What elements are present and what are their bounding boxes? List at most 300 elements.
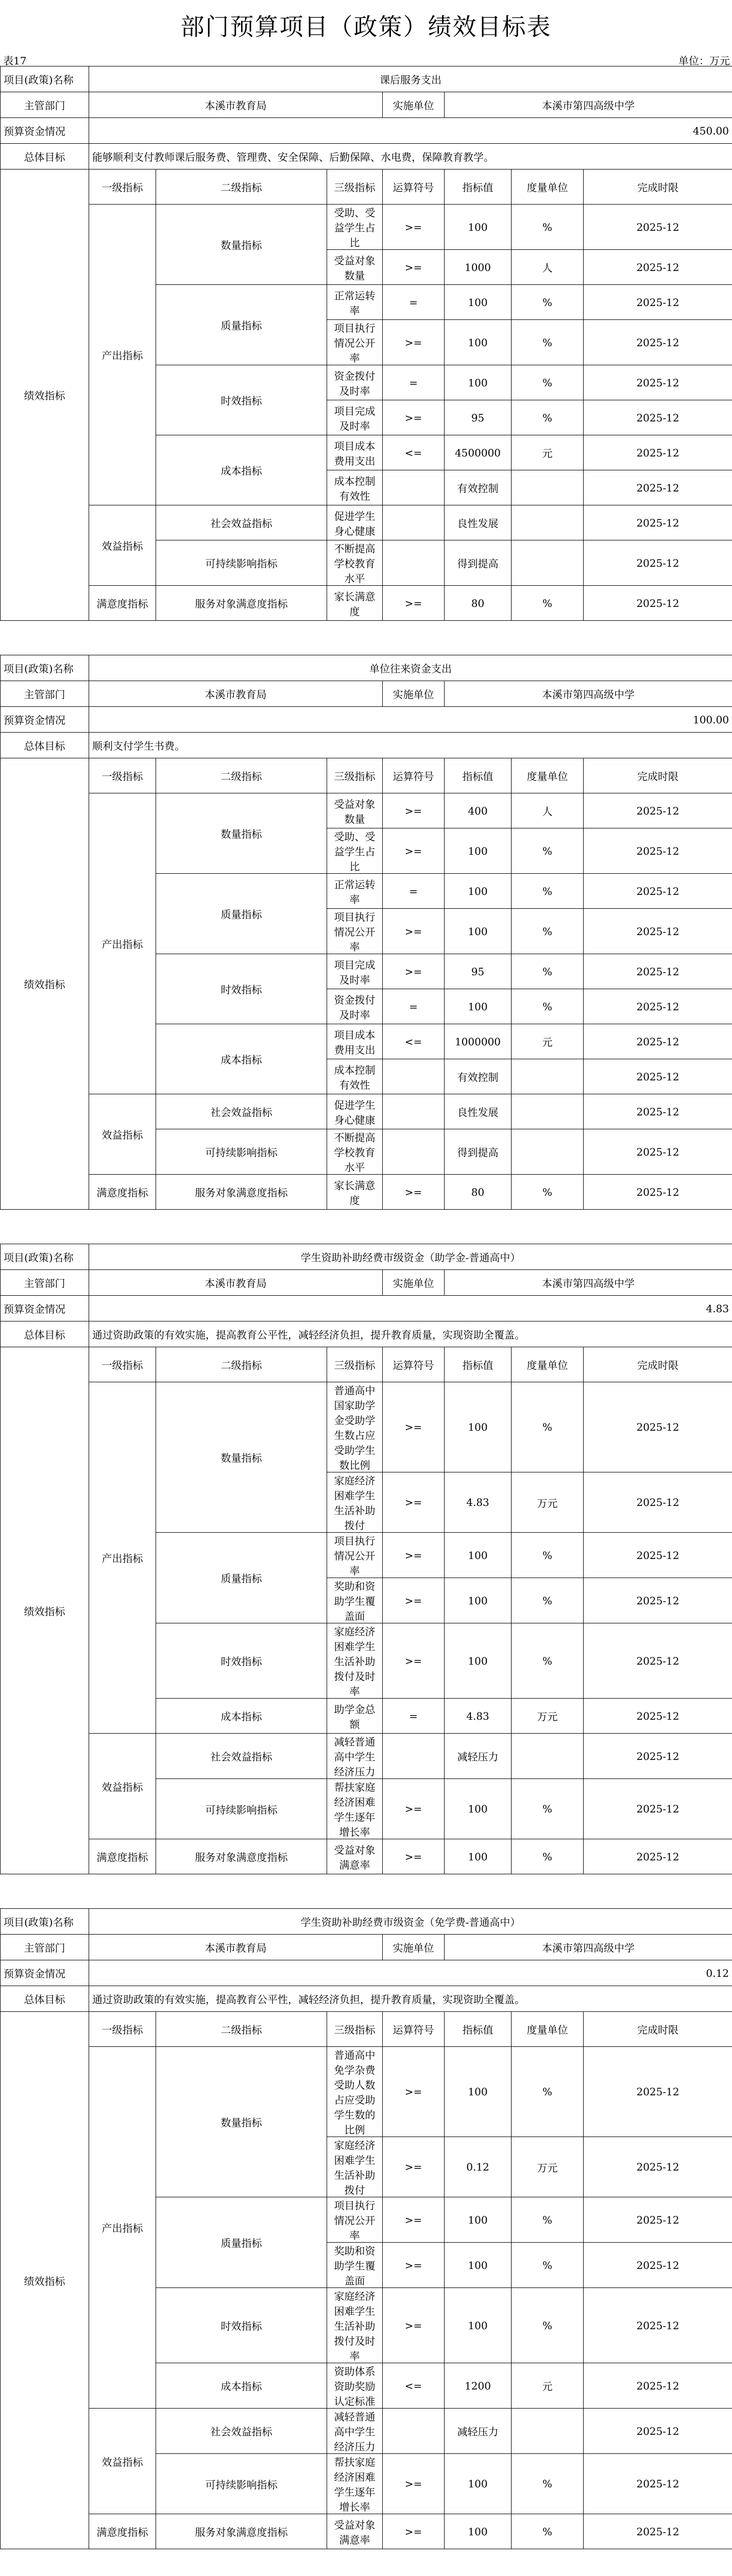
level2-indicator: 社会效益指标 bbox=[156, 1094, 327, 1129]
level2-indicator: 可持续影响指标 bbox=[156, 540, 327, 586]
level3-indicator: 家庭经济困难学生生活补助拨付 bbox=[327, 1472, 383, 1533]
header-level1: 一级指标 bbox=[89, 2012, 156, 2047]
header-level1: 一级指标 bbox=[89, 170, 156, 205]
header-level3: 三级指标 bbox=[327, 1347, 383, 1382]
measure-unit: 万元 bbox=[512, 1699, 584, 1734]
deadline: 2025-12 bbox=[584, 1024, 732, 1059]
operator-symbol: >= bbox=[383, 2137, 445, 2197]
performance-table bbox=[0, 655, 732, 1210]
level1-indicator: 满意度指标 bbox=[89, 586, 156, 621]
overall-goal-row bbox=[1, 144, 732, 170]
level1-indicator: 满意度指标 bbox=[89, 2514, 156, 2549]
indicator-row bbox=[1, 2409, 732, 2454]
indicator-row bbox=[1, 793, 732, 828]
overall-goal-row bbox=[1, 1321, 732, 1347]
header-deadline: 完成时限 bbox=[584, 758, 732, 793]
header-unit: 度量单位 bbox=[512, 2012, 584, 2047]
table-number: 表17 bbox=[3, 55, 27, 67]
operator-symbol: >= bbox=[383, 2047, 445, 2137]
level2-indicator: 成本指标 bbox=[156, 2363, 327, 2409]
performance-indicators-label: 绩效指标 bbox=[1, 758, 89, 1210]
project-name-value: 学生资助补助经费市级资金（助学金-普通高中） bbox=[89, 1244, 732, 1270]
level3-indicator: 项目执行情况公开率 bbox=[327, 1533, 383, 1578]
indicator-value: 100 bbox=[445, 1779, 512, 1839]
level3-indicator: 受助、受益学生占比 bbox=[327, 828, 383, 874]
indicator-value: 100 bbox=[445, 2197, 512, 2243]
level2-indicator: 质量指标 bbox=[156, 285, 327, 365]
operator-symbol bbox=[383, 470, 445, 505]
operator-symbol: >= bbox=[383, 250, 445, 285]
level3-indicator: 项目执行情况公开率 bbox=[327, 320, 383, 365]
project-name-row bbox=[1, 1909, 732, 1935]
operator-symbol: = bbox=[383, 874, 445, 909]
header-level3: 三级指标 bbox=[327, 2012, 383, 2047]
level2-indicator: 社会效益指标 bbox=[156, 2409, 327, 2454]
level2-indicator: 可持续影响指标 bbox=[156, 2454, 327, 2514]
indicator-row bbox=[1, 586, 732, 621]
deadline: 2025-12 bbox=[584, 1623, 732, 1699]
level3-indicator: 资助体系资助奖励认定标准 bbox=[327, 2363, 383, 2409]
deadline: 2025-12 bbox=[584, 505, 732, 540]
project-name-label: 项目(政策)名称 bbox=[1, 66, 89, 92]
measure-unit: 万元 bbox=[512, 1472, 584, 1533]
measure-unit: 万元 bbox=[512, 2137, 584, 2197]
level3-indicator: 普通高中免学杂费受助人数占应受助学生数的比例 bbox=[327, 2047, 383, 2137]
performance-indicators-label: 绩效指标 bbox=[1, 2012, 89, 2549]
project-name-value: 单位往来资金支出 bbox=[89, 655, 732, 681]
level3-indicator: 普通高中国家助学金受助学生数占应受助学生数比例 bbox=[327, 1382, 383, 1472]
level1-indicator: 效益指标 bbox=[89, 1734, 156, 1839]
indicator-value: 100 bbox=[445, 1839, 512, 1874]
indicator-value: 100 bbox=[445, 320, 512, 365]
overall-goal-label: 总体目标 bbox=[1, 144, 89, 170]
indicator-value: 0.12 bbox=[445, 2137, 512, 2197]
deadline: 2025-12 bbox=[584, 1779, 732, 1839]
measure-unit: % bbox=[512, 1533, 584, 1578]
indicator-row bbox=[1, 1175, 732, 1210]
measure-unit: % bbox=[512, 2243, 584, 2288]
measure-unit: % bbox=[512, 1779, 584, 1839]
operator-symbol bbox=[383, 1059, 445, 1094]
tables-container bbox=[0, 66, 732, 2576]
budget-value: 4.83 bbox=[89, 1296, 732, 1321]
deadline: 2025-12 bbox=[584, 400, 732, 435]
level3-indicator: 助学金总额 bbox=[327, 1699, 383, 1734]
measure-unit: % bbox=[512, 954, 584, 989]
implementing-unit-value: 本溪市第四高级中学 bbox=[445, 1935, 732, 1960]
department-row bbox=[1, 92, 732, 118]
measure-unit bbox=[512, 540, 584, 586]
level3-indicator: 受益对象满意率 bbox=[327, 2514, 383, 2549]
operator-symbol: <= bbox=[383, 435, 445, 470]
level2-indicator: 质量指标 bbox=[156, 1533, 327, 1623]
level1-indicator: 产出指标 bbox=[89, 205, 156, 505]
level2-indicator: 社会效益指标 bbox=[156, 1734, 327, 1779]
deadline: 2025-12 bbox=[584, 2454, 732, 2514]
project-name-row bbox=[1, 1244, 732, 1270]
indicator-value: 80 bbox=[445, 1175, 512, 1210]
level3-indicator: 减轻普通高中学生经济压力 bbox=[327, 1734, 383, 1779]
department-row bbox=[1, 1270, 732, 1296]
header-value: 指标值 bbox=[445, 2012, 512, 2047]
implementing-unit-label: 实施单位 bbox=[383, 1935, 445, 1960]
overall-goal-value: 能够顺利支付教师课后服务费、管理费、安全保障、后勤保障、水电费，保障教育教学。 bbox=[89, 144, 732, 170]
performance-indicators-label: 绩效指标 bbox=[1, 170, 89, 621]
operator-symbol: >= bbox=[383, 1578, 445, 1623]
level3-indicator: 家庭经济困难学生生活补助拨付及时率 bbox=[327, 1623, 383, 1699]
measure-unit: 人 bbox=[512, 793, 584, 828]
operator-symbol: >= bbox=[383, 828, 445, 874]
level3-indicator: 不断提高学校教育水平 bbox=[327, 1129, 383, 1175]
level2-indicator: 数量指标 bbox=[156, 2047, 327, 2197]
project-name-label: 项目(政策)名称 bbox=[1, 1909, 89, 1935]
level3-indicator: 成本控制有效性 bbox=[327, 1059, 383, 1094]
budget-label: 预算资金情况 bbox=[1, 118, 89, 144]
level3-indicator: 受助、受益学生占比 bbox=[327, 205, 383, 250]
indicator-row bbox=[1, 205, 732, 250]
header-value: 指标值 bbox=[445, 1347, 512, 1382]
level2-indicator: 服务对象满意度指标 bbox=[156, 1175, 327, 1210]
header-value: 指标值 bbox=[445, 170, 512, 205]
header-operator: 运算符号 bbox=[383, 170, 445, 205]
indicator-value: 得到提高 bbox=[445, 540, 512, 586]
measure-unit: 人 bbox=[512, 250, 584, 285]
overall-goal-label: 总体目标 bbox=[1, 1986, 89, 2012]
implementing-unit-value: 本溪市第四高级中学 bbox=[445, 681, 732, 707]
operator-symbol: >= bbox=[383, 2454, 445, 2514]
operator-symbol: >= bbox=[383, 793, 445, 828]
level3-indicator: 项目完成及时率 bbox=[327, 954, 383, 989]
department-label: 主管部门 bbox=[1, 681, 89, 707]
operator-symbol: = bbox=[383, 365, 445, 400]
operator-symbol: >= bbox=[383, 1623, 445, 1699]
header-level3: 三级指标 bbox=[327, 758, 383, 793]
indicator-value: 4500000 bbox=[445, 435, 512, 470]
level1-indicator: 效益指标 bbox=[89, 505, 156, 586]
operator-symbol: = bbox=[383, 1699, 445, 1734]
indicator-value: 100 bbox=[445, 365, 512, 400]
measure-unit: % bbox=[512, 285, 584, 320]
indicator-value: 100 bbox=[445, 285, 512, 320]
indicator-header-row bbox=[1, 758, 732, 793]
indicator-value: 有效控制 bbox=[445, 470, 512, 505]
measure-unit: % bbox=[512, 400, 584, 435]
level3-indicator: 资金拨付及时率 bbox=[327, 365, 383, 400]
indicator-value: 减轻压力 bbox=[445, 2409, 512, 2454]
deadline: 2025-12 bbox=[584, 1129, 732, 1175]
indicator-row bbox=[1, 1382, 732, 1472]
level3-indicator: 帮扶家庭经济困难学生逐年增长率 bbox=[327, 1779, 383, 1839]
operator-symbol: >= bbox=[383, 586, 445, 621]
deadline: 2025-12 bbox=[584, 1699, 732, 1734]
project-name-value: 课后服务支出 bbox=[89, 66, 732, 92]
measure-unit: % bbox=[512, 874, 584, 909]
header-deadline: 完成时限 bbox=[584, 1347, 732, 1382]
operator-symbol: >= bbox=[383, 2197, 445, 2243]
project-name-label: 项目(政策)名称 bbox=[1, 1244, 89, 1270]
budget-value: 450.00 bbox=[89, 118, 732, 144]
level3-indicator: 项目成本费用支出 bbox=[327, 1024, 383, 1059]
deadline: 2025-12 bbox=[584, 1734, 732, 1779]
deadline: 2025-12 bbox=[584, 828, 732, 874]
overall-goal-label: 总体目标 bbox=[1, 1321, 89, 1347]
operator-symbol bbox=[383, 1734, 445, 1779]
measure-unit: % bbox=[512, 2514, 584, 2549]
implementing-unit-label: 实施单位 bbox=[383, 92, 445, 118]
level3-indicator: 促进学生身心健康 bbox=[327, 1094, 383, 1129]
deadline: 2025-12 bbox=[584, 2363, 732, 2409]
measure-unit: 元 bbox=[512, 2363, 584, 2409]
operator-symbol: <= bbox=[383, 1024, 445, 1059]
deadline: 2025-12 bbox=[584, 1094, 732, 1129]
operator-symbol bbox=[383, 540, 445, 586]
performance-indicators-label: 绩效指标 bbox=[1, 1347, 89, 1874]
indicator-value: 95 bbox=[445, 954, 512, 989]
measure-unit: % bbox=[512, 1839, 584, 1874]
indicator-value: 1000000 bbox=[445, 1024, 512, 1059]
level3-indicator: 项目成本费用支出 bbox=[327, 435, 383, 470]
header-level1: 一级指标 bbox=[89, 758, 156, 793]
overall-goal-value: 通过资助政策的有效实施，提高教育公平性，减轻经济负担，提升教育质量，实现资助全覆盖。 bbox=[89, 1321, 732, 1347]
measure-unit: % bbox=[512, 2197, 584, 2243]
section-gap bbox=[0, 1210, 732, 1244]
operator-symbol: >= bbox=[383, 2514, 445, 2549]
measure-unit: % bbox=[512, 365, 584, 400]
implementing-unit-value: 本溪市第四高级中学 bbox=[445, 92, 732, 118]
indicator-value: 100 bbox=[445, 2047, 512, 2137]
project-name-label: 项目(政策)名称 bbox=[1, 655, 89, 681]
header-deadline: 完成时限 bbox=[584, 170, 732, 205]
level3-indicator: 奖助和资助学生覆盖面 bbox=[327, 2243, 383, 2288]
level3-indicator: 项目完成及时率 bbox=[327, 400, 383, 435]
budget-row bbox=[1, 707, 732, 733]
measure-unit bbox=[512, 505, 584, 540]
header-value: 指标值 bbox=[445, 758, 512, 793]
header-level2: 二级指标 bbox=[156, 170, 327, 205]
deadline: 2025-12 bbox=[584, 320, 732, 365]
operator-symbol bbox=[383, 505, 445, 540]
measure-unit: % bbox=[512, 1382, 584, 1472]
level2-indicator: 数量指标 bbox=[156, 793, 327, 874]
operator-symbol: >= bbox=[383, 2288, 445, 2363]
department-label: 主管部门 bbox=[1, 92, 89, 118]
deadline: 2025-12 bbox=[584, 2137, 732, 2197]
level3-indicator: 不断提高学校教育水平 bbox=[327, 540, 383, 586]
section-gap bbox=[0, 2549, 732, 2576]
level1-indicator: 满意度指标 bbox=[89, 1839, 156, 1874]
measure-unit: % bbox=[512, 989, 584, 1024]
header-operator: 运算符号 bbox=[383, 2012, 445, 2047]
level2-indicator: 成本指标 bbox=[156, 435, 327, 505]
indicator-value: 100 bbox=[445, 1623, 512, 1699]
operator-symbol: >= bbox=[383, 1533, 445, 1578]
deadline: 2025-12 bbox=[584, 586, 732, 621]
deadline: 2025-12 bbox=[584, 1175, 732, 1210]
department-label: 主管部门 bbox=[1, 1270, 89, 1296]
operator-symbol: >= bbox=[383, 1779, 445, 1839]
header-level1: 一级指标 bbox=[89, 1347, 156, 1382]
unit-label: 单位：万元 bbox=[678, 55, 730, 67]
level1-indicator: 产出指标 bbox=[89, 793, 156, 1094]
deadline: 2025-12 bbox=[584, 2288, 732, 2363]
deadline: 2025-12 bbox=[584, 1059, 732, 1094]
budget-row bbox=[1, 1960, 732, 1986]
indicator-value: 4.83 bbox=[445, 1472, 512, 1533]
deadline: 2025-12 bbox=[584, 1533, 732, 1578]
project-name-value: 学生资助补助经费市级资金（免学费-普通高中） bbox=[89, 1909, 732, 1935]
deadline: 2025-12 bbox=[584, 2409, 732, 2454]
header-level3: 三级指标 bbox=[327, 170, 383, 205]
deadline: 2025-12 bbox=[584, 1472, 732, 1533]
budget-label: 预算资金情况 bbox=[1, 707, 89, 733]
department-value: 本溪市教育局 bbox=[89, 92, 383, 118]
indicator-value: 95 bbox=[445, 400, 512, 435]
subheader bbox=[0, 49, 732, 66]
deadline: 2025-12 bbox=[584, 2047, 732, 2137]
deadline: 2025-12 bbox=[584, 285, 732, 320]
level2-indicator: 服务对象满意度指标 bbox=[156, 1839, 327, 1874]
department-row bbox=[1, 1935, 732, 1960]
level2-indicator: 成本指标 bbox=[156, 1699, 327, 1734]
level2-indicator: 社会效益指标 bbox=[156, 505, 327, 540]
measure-unit: 元 bbox=[512, 1024, 584, 1059]
header-unit: 度量单位 bbox=[512, 1347, 584, 1382]
measure-unit bbox=[512, 1094, 584, 1129]
indicator-value: 80 bbox=[445, 586, 512, 621]
header-unit: 度量单位 bbox=[512, 758, 584, 793]
level3-indicator: 成本控制有效性 bbox=[327, 470, 383, 505]
budget-row bbox=[1, 118, 732, 144]
deadline: 2025-12 bbox=[584, 2243, 732, 2288]
implementing-unit-label: 实施单位 bbox=[383, 1270, 445, 1296]
header-level2: 二级指标 bbox=[156, 1347, 327, 1382]
measure-unit: % bbox=[512, 320, 584, 365]
indicator-value: 良性发展 bbox=[445, 1094, 512, 1129]
deadline: 2025-12 bbox=[584, 470, 732, 505]
operator-symbol: >= bbox=[383, 1175, 445, 1210]
header-deadline: 完成时限 bbox=[584, 2012, 732, 2047]
indicator-value: 100 bbox=[445, 874, 512, 909]
deadline: 2025-12 bbox=[584, 250, 732, 285]
overall-goal-value: 通过资助政策的有效实施，提高教育公平性，减轻经济负担，提升教育质量，实现资助全覆盖。 bbox=[89, 1986, 732, 2012]
level3-indicator: 资金拨付及时率 bbox=[327, 989, 383, 1024]
level3-indicator: 受益对象数量 bbox=[327, 793, 383, 828]
deadline: 2025-12 bbox=[584, 205, 732, 250]
deadline: 2025-12 bbox=[584, 954, 732, 989]
department-value: 本溪市教育局 bbox=[89, 1935, 383, 1960]
operator-symbol bbox=[383, 1129, 445, 1175]
measure-unit bbox=[512, 1734, 584, 1779]
indicator-value: 400 bbox=[445, 793, 512, 828]
measure-unit bbox=[512, 2409, 584, 2454]
indicator-row bbox=[1, 1094, 732, 1129]
operator-symbol bbox=[383, 1094, 445, 1129]
budget-value: 0.12 bbox=[89, 1960, 732, 1986]
level2-indicator: 成本指标 bbox=[156, 1024, 327, 1094]
level1-indicator: 产出指标 bbox=[89, 2047, 156, 2409]
project-name-row bbox=[1, 66, 732, 92]
header-level2: 二级指标 bbox=[156, 2012, 327, 2047]
indicator-value: 良性发展 bbox=[445, 505, 512, 540]
indicator-value: 4.83 bbox=[445, 1699, 512, 1734]
section-gap bbox=[0, 621, 732, 655]
deadline: 2025-12 bbox=[584, 435, 732, 470]
measure-unit: % bbox=[512, 586, 584, 621]
level3-indicator: 正常运转率 bbox=[327, 285, 383, 320]
deadline: 2025-12 bbox=[584, 2514, 732, 2549]
indicator-row bbox=[1, 1839, 732, 1874]
indicator-value: 减轻压力 bbox=[445, 1734, 512, 1779]
indicator-row bbox=[1, 505, 732, 540]
operator-symbol: >= bbox=[383, 1382, 445, 1472]
measure-unit: % bbox=[512, 2047, 584, 2137]
budget-value: 100.00 bbox=[89, 707, 732, 733]
measure-unit: % bbox=[512, 828, 584, 874]
deadline: 2025-12 bbox=[584, 874, 732, 909]
measure-unit: % bbox=[512, 909, 584, 954]
implementing-unit-value: 本溪市第四高级中学 bbox=[445, 1270, 732, 1296]
indicator-value: 100 bbox=[445, 1533, 512, 1578]
level2-indicator: 质量指标 bbox=[156, 2197, 327, 2288]
operator-symbol: <= bbox=[383, 2363, 445, 2409]
operator-symbol: = bbox=[383, 285, 445, 320]
level2-indicator: 可持续影响指标 bbox=[156, 1129, 327, 1175]
indicator-value: 有效控制 bbox=[445, 1059, 512, 1094]
level2-indicator: 数量指标 bbox=[156, 1382, 327, 1533]
deadline: 2025-12 bbox=[584, 793, 732, 828]
level3-indicator: 减轻普通高中学生经济压力 bbox=[327, 2409, 383, 2454]
measure-unit: % bbox=[512, 2288, 584, 2363]
operator-symbol: = bbox=[383, 989, 445, 1024]
level2-indicator: 时效指标 bbox=[156, 2288, 327, 2363]
level2-indicator: 质量指标 bbox=[156, 874, 327, 954]
indicator-value: 得到提高 bbox=[445, 1129, 512, 1175]
deadline: 2025-12 bbox=[584, 540, 732, 586]
department-value: 本溪市教育局 bbox=[89, 681, 383, 707]
department-row bbox=[1, 681, 732, 707]
overall-goal-row bbox=[1, 1986, 732, 2012]
operator-symbol: >= bbox=[383, 400, 445, 435]
header-unit: 度量单位 bbox=[512, 170, 584, 205]
overall-goal-value: 顺利支付学生书费。 bbox=[89, 733, 732, 758]
indicator-value: 100 bbox=[445, 989, 512, 1024]
level3-indicator: 项目执行情况公开率 bbox=[327, 2197, 383, 2243]
indicator-value: 100 bbox=[445, 2454, 512, 2514]
measure-unit bbox=[512, 1129, 584, 1175]
operator-symbol: >= bbox=[383, 320, 445, 365]
measure-unit: % bbox=[512, 1175, 584, 1210]
indicator-value: 100 bbox=[445, 1382, 512, 1472]
level1-indicator: 产出指标 bbox=[89, 1382, 156, 1734]
measure-unit: 元 bbox=[512, 435, 584, 470]
indicator-row bbox=[1, 2514, 732, 2549]
indicator-value: 100 bbox=[445, 1578, 512, 1623]
level2-indicator: 数量指标 bbox=[156, 205, 327, 285]
deadline: 2025-12 bbox=[584, 1382, 732, 1472]
level2-indicator: 服务对象满意度指标 bbox=[156, 2514, 327, 2549]
level1-indicator: 效益指标 bbox=[89, 2409, 156, 2514]
level1-indicator: 效益指标 bbox=[89, 1094, 156, 1175]
operator-symbol: >= bbox=[383, 954, 445, 989]
performance-table bbox=[0, 1244, 732, 1874]
level2-indicator: 时效指标 bbox=[156, 1623, 327, 1699]
level2-indicator: 服务对象满意度指标 bbox=[156, 586, 327, 621]
performance-table bbox=[0, 1908, 732, 2549]
project-name-row bbox=[1, 655, 732, 681]
level3-indicator: 家长满意度 bbox=[327, 1175, 383, 1210]
indicator-value: 100 bbox=[445, 909, 512, 954]
indicator-value: 100 bbox=[445, 828, 512, 874]
